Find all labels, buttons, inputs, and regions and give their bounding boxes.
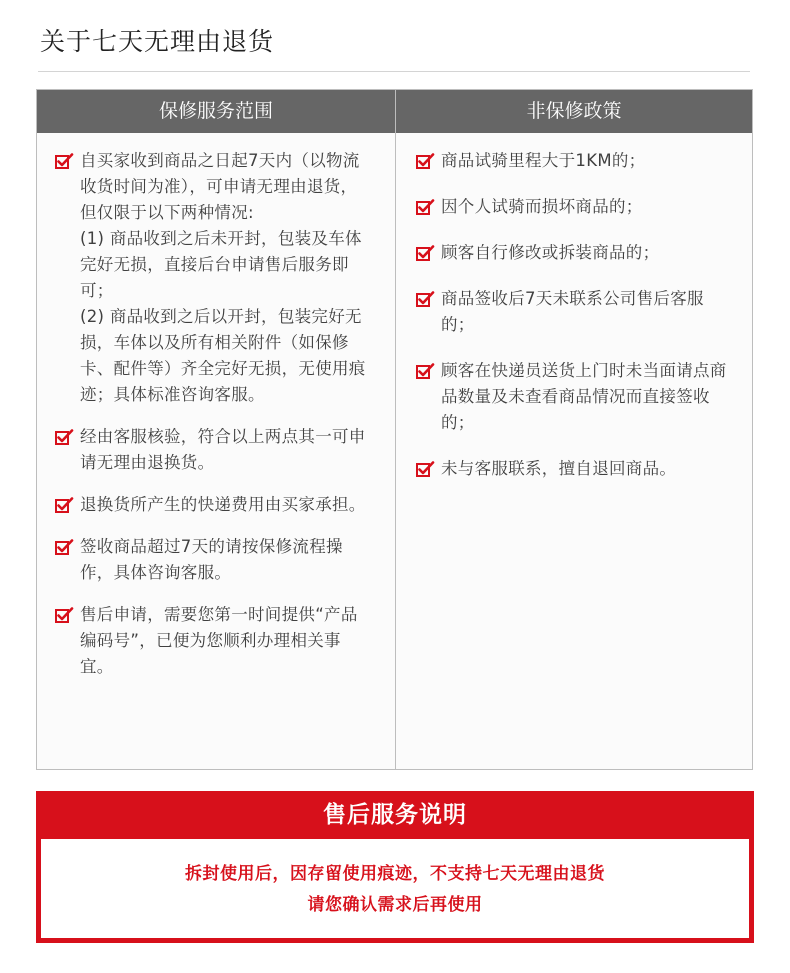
- policy-table: [36, 89, 753, 770]
- item-text: 自买家收到商品之日起7天内（以物流收货时间为准），可申请无理由退货，但仅限于以下两种情况:: [80, 151, 360, 222]
- checkbox-checked-icon: [416, 153, 435, 170]
- warranty-scope-header: 保修服务范围: [37, 90, 395, 133]
- non-warranty-list: [414, 148, 732, 502]
- item-text: 顾客在快递员送货上门时未当面请点商品数量及未查看商品情况而直接签收的；: [441, 361, 727, 432]
- item-text: 签收商品超过7天的请按保修流程操作，具体咨询客服。: [80, 537, 343, 582]
- item-subtext: (1) 商品收到之后未开封，包装及车体完好无损，直接后台申请售后服务即可；: [80, 229, 362, 300]
- warranty-scope-list: [53, 148, 371, 696]
- item-text: 经由客服核验，符合以上两点其一可申请无理由退换货。: [80, 427, 366, 472]
- list-item: [414, 240, 732, 266]
- after-sales-notice-body: [41, 839, 749, 938]
- checkbox-checked-icon: [416, 291, 435, 308]
- item-text: 顾客自行修改或拆装商品的；: [441, 243, 660, 262]
- checkbox-checked-icon: [55, 607, 74, 624]
- item-text: 商品试骑里程大于1KM的；: [441, 151, 646, 170]
- item-text: 因个人试骑而损坏商品的；: [441, 197, 643, 216]
- checkbox-checked-icon: [55, 429, 74, 446]
- item-text: 未与客服联系，擅自退回商品。: [441, 459, 677, 478]
- notice-line: 拆封使用后，因存留使用痕迹，不支持七天无理由退货: [185, 864, 605, 884]
- checkbox-checked-icon: [55, 153, 74, 170]
- title-divider: [38, 71, 750, 72]
- list-item: [414, 456, 732, 482]
- checkbox-checked-icon: [416, 461, 435, 478]
- item-text: 商品签收后7天未联系公司售后客服的；: [441, 289, 704, 334]
- list-item: [53, 424, 371, 476]
- item-text: 售后申请，需要您第一时间提供“产品编码号”，已便为您顺利办理相关事宜。: [80, 605, 358, 676]
- column-divider: [395, 90, 396, 769]
- checkbox-checked-icon: [416, 199, 435, 216]
- checkbox-checked-icon: [416, 363, 435, 380]
- list-item: [53, 602, 371, 680]
- page-title: 关于七天无理由退货: [40, 27, 275, 56]
- list-item: [414, 194, 732, 220]
- list-item: [53, 534, 371, 586]
- list-item: [53, 492, 371, 518]
- list-item: [414, 148, 732, 174]
- list-item: [53, 148, 371, 408]
- checkbox-checked-icon: [416, 245, 435, 262]
- after-sales-notice: [36, 791, 754, 943]
- item-text: 退换货所产生的快递费用由买家承担。: [80, 495, 366, 514]
- notice-line: 请您确认需求后再使用: [307, 895, 483, 915]
- list-item: [414, 286, 732, 338]
- non-warranty-header: 非保修政策: [396, 90, 752, 133]
- item-subtext: (2) 商品收到之后以开封，包装完好无损，车体以及所有相关附件（如保修卡、配件等）齐全完好无损，无使用痕迹；具体标准咨询客服。: [80, 307, 366, 404]
- after-sales-title: 售后服务说明: [323, 802, 467, 828]
- checkbox-checked-icon: [55, 497, 74, 514]
- list-item: [414, 358, 732, 436]
- checkbox-checked-icon: [55, 539, 74, 556]
